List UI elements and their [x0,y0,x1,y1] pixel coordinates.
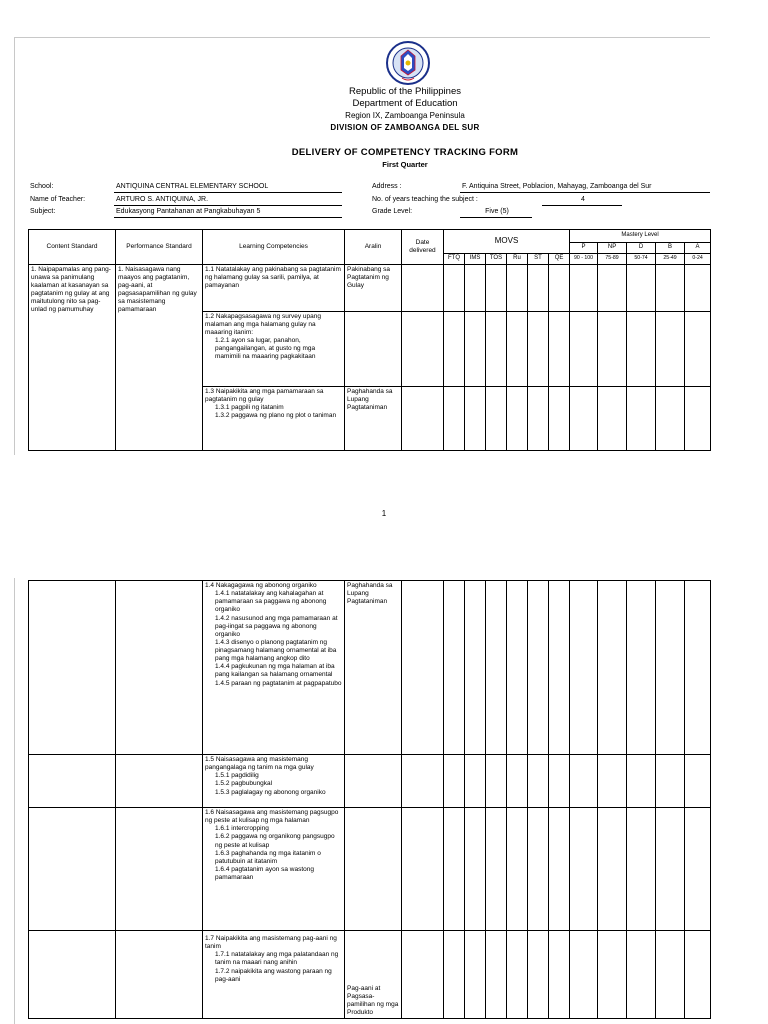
competency-line: 1.7 Naipakikita ang masistemang pag-aani ng tanim [205,935,337,951]
tracking-cell [528,808,549,931]
tracking-cell [549,264,570,311]
competency-line: 1.4.5 paraan ng pagtatanim at pagpapatubo [215,679,342,687]
header-mastery-a: A [685,243,711,254]
content-standard-cell [29,755,116,808]
tracking-cell [627,386,656,450]
years-label: No. of years teaching the subject : [372,196,478,203]
tracking-cell [528,581,549,755]
performance-standard-cell: 1. Naisasagawa nang maayos ang pagtatanim, pag-aani, at pagsasapamilihan ng gulay sa masistemang pamamaraan [116,264,203,450]
header-movs: MOVS [444,230,570,254]
competency-line: 1.5.1 pagdidilig [215,772,259,780]
tracking-cell [486,755,507,808]
tracking-cell [402,931,444,1019]
tracking-cell [465,931,486,1019]
aralin-cell: Pakinabang sa Pagtatanim ng Gulay [345,264,402,311]
aralin-cell: Paghahanda sa Lupang Pagtataniman [345,581,402,755]
tracking-cell [507,581,528,755]
competency-line: 1.6 Naisasagawa ang masistemang pagsugpo ng peste at kulisap ng mga halaman [205,809,339,825]
table-row [29,581,711,755]
tracking-cell [656,386,685,450]
competency-line: 1.6.2 paggawa ng organikong pangsugpo ng peste at kulisap [215,833,335,849]
aralin-cell: Pag-aani at Pagsasa-pamilihan ng mga Produkto [345,931,402,1019]
tracking-cell [570,581,598,755]
header-range-np: 75-89 [598,253,627,264]
competency-line: 1.5.3 paglalagay ng abonong organiko [215,788,326,796]
tracking-cell [465,311,486,386]
tracking-cell [549,931,570,1019]
tracking-cell [685,931,711,1019]
header-mastery-b: B [656,243,685,254]
tracking-cell [570,264,598,311]
header-mastery-d: D [627,243,656,254]
content-standard-cell [29,931,116,1019]
subject-value: Edukasyong Pantahanan at Pangkabuhayan 5 [114,208,342,218]
tracking-cell [486,581,507,755]
tracking-cell [528,386,549,450]
tracking-cell [656,581,685,755]
tracking-cell [486,386,507,450]
tracking-cell [507,755,528,808]
tracking-cell [685,808,711,931]
tracking-cell [685,311,711,386]
competency-line: 1.4.2 nasusunod ang mga pamamaraan at pag-iingat sa paggawa ng abonong organiko [215,614,338,638]
tracking-cell [549,581,570,755]
tracking-cell [444,808,465,931]
header-mastery-level: Mastery Level [570,230,711,243]
tracking-cell [528,311,549,386]
tracking-cell [444,311,465,386]
tracking-cell [627,931,656,1019]
aralin-cell [345,808,402,931]
competency-table-continued [28,580,711,1019]
form-title: DELIVERY OF COMPETENCY TRACKING FORM [291,147,519,158]
header-range-p: 90 - 100 [570,253,598,264]
performance-standard-cell [116,755,203,808]
header-aralin: Aralin [345,230,402,265]
tracking-cell [685,386,711,450]
tracking-cell [627,581,656,755]
header-performance-standard: Performance Standard [116,230,203,265]
competency-line: 1.4.3 disenyo o planong pagtatanim ng pinagsamang halamang ornamental at iba pang mga halamang angkop dito [215,638,337,663]
tracking-cell [598,581,627,755]
header-range-b: 25-49 [656,253,685,264]
tracking-cell [656,311,685,386]
tracking-cell [444,581,465,755]
tracking-cell [549,755,570,808]
tracking-cell [465,386,486,450]
learning-competency-cell [203,755,345,808]
tracking-cell [402,386,444,450]
tracking-cell [656,808,685,931]
page-edge [14,37,710,38]
competency-line: 1.6.1 intercropping [215,825,269,833]
tracking-cell [598,386,627,450]
learning-competency-cell [203,931,345,1019]
tracking-cell [486,931,507,1019]
tracking-cell [507,808,528,931]
deped-seal-logo [378,40,438,86]
learning-competency-cell [203,808,345,931]
address-value: F. Antiquina Street, Poblacion, Mahayag, Zamboanga del Sur [460,183,710,193]
years-value: 4 [542,196,622,206]
competency-line: 1.6.4 pagtatanim ayon sa wastong pamamaraan [215,865,315,881]
competency-line: 1.4 Nakagagawa ng abonong organiko [205,582,317,589]
content-standard-cell: 1. Naipapamalas ang pang-unawa sa panimulang kaalaman at kasanayan sa pagtatanim ng gulay at ang maitutulong nito sa pag-unlad ng pamumuhay [29,264,116,450]
tracking-cell [598,755,627,808]
grade-value: Five (5) [460,208,532,218]
aralin-cell [345,755,402,808]
tracking-cell [402,808,444,931]
teacher-label: Name of Teacher: [30,196,86,203]
tracking-cell [507,931,528,1019]
tracking-cell [528,755,549,808]
tracking-cell [598,808,627,931]
tracking-cell [528,931,549,1019]
tracking-cell [627,264,656,311]
tracking-cell [570,311,598,386]
tracking-cell [507,311,528,386]
tracking-cell [465,581,486,755]
table-row [29,931,711,1019]
tracking-cell [402,581,444,755]
header-learning-competencies: Learning Competencies [203,230,345,265]
tracking-cell [402,311,444,386]
learning-competency-cell [203,264,345,311]
header-movs-tos: TOS [486,253,507,264]
competency-line: 1.5.2 pagbubungkal [215,780,273,788]
tracking-cell [570,755,598,808]
tracking-cell [465,755,486,808]
learning-competency-cell [203,311,345,386]
competency-line: 1.7.1 natatalakay ang mga palatandaan ng tanim na maaari nang anihin [215,951,339,967]
tracking-cell [549,311,570,386]
header-republic: Republic of the Philippines [349,86,461,97]
tracking-cell [598,931,627,1019]
competency-line: 1.3.2 paggawa ng plano ng plot o taniman [215,411,337,419]
header-division: DIVISION OF ZAMBOANGA DEL SUR [330,123,480,132]
tracking-cell [402,264,444,311]
tracking-cell [656,264,685,311]
tracking-cell [598,264,627,311]
performance-standard-cell [116,581,203,755]
form-quarter: First Quarter [382,160,428,169]
competency-line: 1.2.1 ayon sa lugar, panahon, pangangailangan, at gusto ng mga mamimili na maaaring pagkakitaan [215,336,316,361]
tracking-cell [507,386,528,450]
aralin-cell [345,311,402,386]
header-movs-ru: Ru [507,253,528,264]
school-value: ANTIQUINA CENTRAL ELEMENTARY SCHOOL [114,183,342,193]
learning-competency-cell [203,581,345,755]
tracking-cell [486,808,507,931]
performance-standard-cell [116,808,203,931]
tracking-cell [685,755,711,808]
page-number: 1 [381,509,387,518]
competency-line: 1.1 Natatalakay ang pakinabang sa pagtatanim ng halamang gulay sa sarili, pamilya, at pamayanan [205,265,341,289]
tracking-cell [465,264,486,311]
header-movs-qe: QE [549,253,570,264]
tracking-cell [656,931,685,1019]
page-edge [14,578,15,1024]
competency-line: 1.2 Nakapagsasagawa ng survey upang malaman ang mga halamang gulay na maaaring itanim: [205,312,321,336]
grade-label: Grade Level: [372,208,413,215]
competency-line: 1.4.4 pagkukunan ng mga halaman at iba pang kailangan sa halamang ornamental [215,663,335,679]
header-range-d: 50-74 [627,253,656,264]
address-label: Address : [372,183,402,190]
aralin-cell: Paghahanda sa Lupang Pagtataniman [345,386,402,450]
tracking-cell [549,386,570,450]
content-standard-cell [29,581,116,755]
tracking-cell [444,386,465,450]
header-row [29,230,711,243]
learning-competency-cell [203,386,345,450]
tracking-cell [570,386,598,450]
header-region: Region IX, Zamboanga Peninsula [345,111,465,120]
teacher-value: ARTURO S. ANTIQUINA, JR. [114,196,342,206]
competency-table [28,229,711,451]
tracking-cell [627,755,656,808]
performance-standard-cell [116,931,203,1019]
header-movs-ims: IMS [465,253,486,264]
header-date-delivered: Date delivered [402,230,444,265]
tracking-cell [570,931,598,1019]
form-page-1 [0,0,768,455]
header-mastery-np: NP [598,243,627,254]
table-row [29,264,711,311]
header-movs-ftq: FTQ [444,253,465,264]
subject-label: Subject: [30,208,56,215]
form-page-2 [0,578,768,1024]
header-content-standard: Content Standard [29,230,116,265]
tracking-cell [402,755,444,808]
tracking-cell [486,264,507,311]
competency-line: 1.4.1 natatalakay ang kahalagahan at pamamaraan sa paggawa ng abonong organiko [215,590,327,614]
tracking-cell [486,311,507,386]
school-label: School: [30,183,54,190]
table-row [29,808,711,931]
header-movs-st: ST [528,253,549,264]
tracking-cell [528,264,549,311]
tracking-cell [627,808,656,931]
competency-line: 1.7.2 naipakikita ang wastong paraan ng pag-aani [215,967,332,983]
header-department: Department of Education [352,98,458,109]
table-row [29,755,711,808]
competency-line: 1.3.1 pagpili ng itatanim [215,403,284,411]
header-mastery-p: P [570,243,598,254]
content-standard-cell [29,808,116,931]
competency-line: 1.5 Naisasagawa ang masistemang pangangalaga ng tanim na mga gulay [205,756,314,772]
tracking-cell [598,311,627,386]
tracking-cell [444,264,465,311]
tracking-cell [444,755,465,808]
tracking-cell [627,311,656,386]
tracking-cell [444,931,465,1019]
tracking-cell [507,264,528,311]
tracking-cell [549,808,570,931]
tracking-cell [685,581,711,755]
header-range-a: 0-24 [685,253,711,264]
competency-line: 1.3 Naipakikita ang mga pamamaraan sa pagtatanim ng gulay [205,387,324,403]
tracking-cell [570,808,598,931]
competency-line: 1.6.3 paghahanda ng mga itatanim o patutubuin at itatanim [215,849,321,865]
tracking-cell [656,755,685,808]
tracking-cell [465,808,486,931]
tracking-cell [685,264,711,311]
